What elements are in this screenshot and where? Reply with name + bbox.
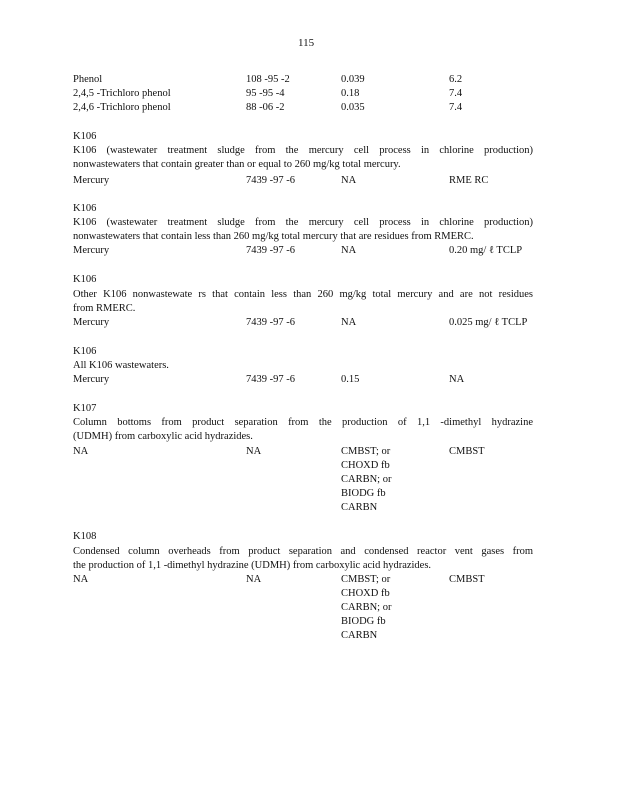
row-cas: 7439 -97 -6	[246, 374, 295, 385]
waste-description-line: K106 (wastewater treatment sludge from the mercury cell process in chlorine production)	[73, 217, 533, 228]
row-name: Mercury	[73, 245, 110, 256]
waste-description-line: nonwastewaters that contain greater than or equal to 260 mg/kg total mercury.	[73, 159, 401, 170]
row-name: Phenol	[73, 74, 103, 85]
waste-code: K106	[73, 274, 97, 285]
row-nonwastewater: 0.20 mg/ ℓ TCLP	[449, 245, 523, 256]
row-name: Mercury	[73, 374, 110, 385]
row-wastewater: CARBN	[341, 630, 378, 641]
row-wastewater: BIODG fb	[341, 616, 386, 627]
waste-code: K108	[73, 531, 97, 542]
waste-description-line: Other K106 nonwastewate rs that contain less than 260 mg/kg total mercury and are not residues	[73, 289, 533, 300]
row-wastewater: NA	[341, 245, 357, 256]
row-wastewater: 0.039	[341, 74, 365, 85]
page-number: 115	[298, 37, 315, 49]
waste-code: K106	[73, 346, 97, 357]
row-name: Mercury	[73, 175, 110, 186]
row-cas: NA	[246, 574, 262, 585]
waste-description-line: All K106 wastewaters.	[73, 360, 169, 371]
row-wastewater: CARBN	[341, 502, 378, 513]
row-nonwastewater: 6.2	[449, 74, 463, 85]
row-wastewater: CHOXD fb	[341, 588, 390, 599]
row-wastewater: BIODG fb	[341, 488, 386, 499]
row-name: Mercury	[73, 317, 110, 328]
row-wastewater: CHOXD fb	[341, 460, 390, 471]
row-wastewater: 0.18	[341, 88, 360, 99]
row-cas: 95 -95 -4	[246, 88, 285, 99]
row-cas: 108 -95 -2	[246, 74, 290, 85]
waste-description-line: the production of 1,1 -dimethyl hydrazine (UDMH) from carboxylic acid hydrazides.	[73, 560, 432, 571]
row-cas: 7439 -97 -6	[246, 245, 295, 256]
row-wastewater: CARBN; or	[341, 602, 392, 613]
row-nonwastewater: 0.025 mg/ ℓ TCLP	[449, 317, 528, 328]
row-wastewater: 0.035	[341, 102, 365, 113]
row-nonwastewater: 7.4	[449, 102, 463, 113]
row-wastewater: NA	[341, 175, 357, 186]
row-nonwastewater: RME RC	[449, 175, 489, 186]
waste-description-line: (UDMH) from carboxylic acid hydrazides.	[73, 431, 253, 442]
row-wastewater: 0.15	[341, 374, 360, 385]
waste-code: K106	[73, 203, 97, 214]
row-wastewater: CMBST; or	[341, 574, 391, 585]
row-wastewater: CARBN; or	[341, 474, 392, 485]
waste-code: K106	[73, 131, 97, 142]
waste-description-line: from RMERC.	[73, 303, 136, 314]
row-name: 2,4,6 -Trichloro phenol	[73, 102, 171, 113]
row-cas: 88 -06 -2	[246, 102, 285, 113]
row-nonwastewater: CMBST	[449, 574, 485, 585]
row-nonwastewater: 7.4	[449, 88, 463, 99]
row-name: NA	[73, 574, 89, 585]
row-cas: 7439 -97 -6	[246, 317, 295, 328]
row-cas: NA	[246, 446, 262, 457]
waste-code: K107	[73, 403, 97, 414]
row-wastewater: NA	[341, 317, 357, 328]
row-cas: 7439 -97 -6	[246, 175, 295, 186]
row-name: NA	[73, 446, 89, 457]
row-nonwastewater: NA	[449, 374, 465, 385]
waste-description-line: Condensed column overheads from product separation and condensed reactor vent gases from	[73, 546, 533, 557]
row-name: 2,4,5 -Trichloro phenol	[73, 88, 171, 99]
waste-description-line: Column bottoms from product separation from the production of 1,1 -dimethyl hydrazine	[73, 417, 533, 428]
waste-description-line: nonwastewaters that contain less than 260 mg/kg total mercury that are residues from RMERC.	[73, 231, 474, 242]
row-wastewater: CMBST; or	[341, 446, 391, 457]
row-nonwastewater: CMBST	[449, 446, 485, 457]
waste-description-line: K106 (wastewater treatment sludge from the mercury cell process in chlorine production)	[73, 145, 533, 156]
